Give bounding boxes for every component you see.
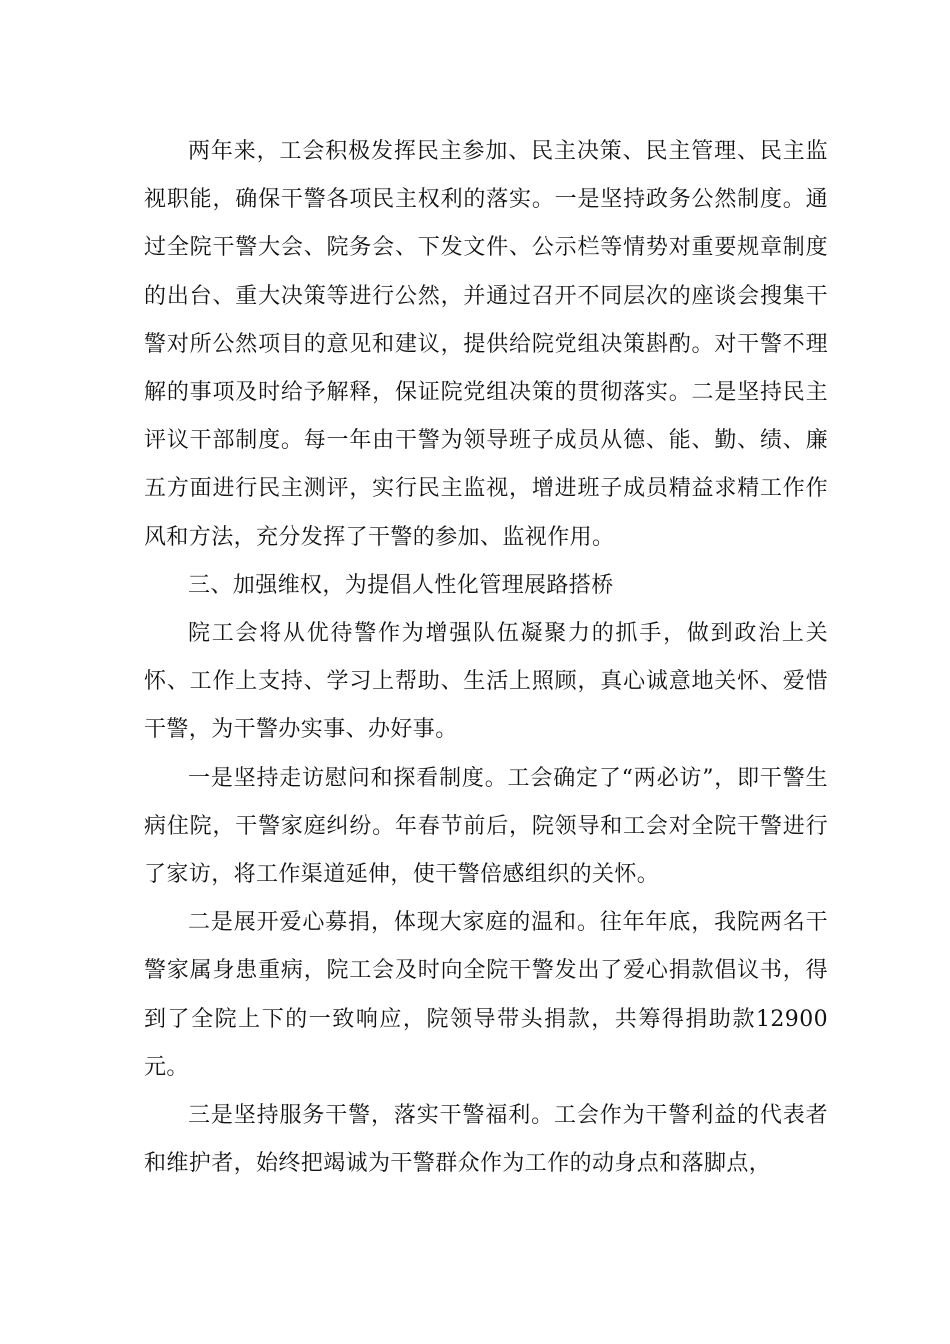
section-heading-rights-protection: 三、加强维权，为提倡人性化管理展路搭桥 xyxy=(188,572,614,598)
paragraph-democratic-rights: 两年来，工会积极发挥民主参加、民主决策、民主管理、民主监视职能，确保干警各项民主权利的落实。一是坚持政务公然制度。通过全院干警大会、院务会、下发文件、公示栏等情势对重要规章制度的出台、重大决策等进行公然，并通过召开不同层次的座谈会搜集干警对所公然项目的意见和建议，提供给院党组决策斟酌。对干警不理解的事项及时给予解释，保证院党组决策的贯彻落实。二是坚持民主评议干部制度。每一年由干警为领导班子成员从德、能、勤、绩、廉五方面进行民主测评，实行民主监视，增进班子成员精益求精工作作风和方法，充分发挥了干警的参加、监视作用。 xyxy=(144,139,828,550)
paragraph-charity-donation: 二是展开爱心募捐，体现大家庭的温和。往年年底，我院两名干警家属身患重病，院工会及时向全院干警发出了爱心捐款倡议书，得到了全院上下的一致响应，院领导带头捐款，共筹得捐助款12900元。 xyxy=(144,910,828,1080)
document-body xyxy=(144,128,828,1188)
paragraph-visit-system: 一是坚持走访慰问和探看制度。工会确定了“两必访”，即干警生病住院，干警家庭纠纷。年春节前后，院领导和工会对全院干警进行了家访，将工作渠道延伸，使干警倍感组织的关怀。 xyxy=(144,765,828,888)
paragraph-care-for-police: 院工会将从优待警作为增强队伍凝聚力的抓手，做到政治上关怀、工作上支持、学习上帮助、生活上照顾，真心诚意地关怀、爱惜干警，为干警办实事、办好事。 xyxy=(144,621,828,743)
paragraph-welfare-service: 三是坚持服务干警，落实干警福利。工会作为干警利益的代表者和维护者，始终把竭诚为干警群众作为工作的动身点和落脚点， xyxy=(144,1103,828,1177)
